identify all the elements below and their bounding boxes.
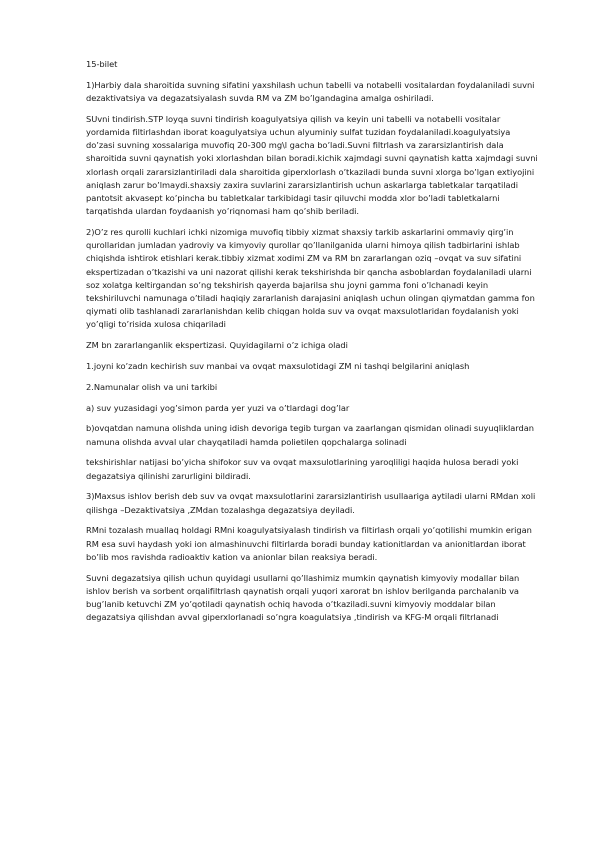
paragraph-10: 3)Maxsus ishlov berish deb suv va ovqat maxsulotlarini zararsizlantirish usullaariga aytiladi ularni RMdan xoli qilishga –Dezaktivatsiya ,ZMdan tozalashga degazatsiya deyiladi.: [86, 491, 536, 515]
document-page: [86, 58, 538, 632]
paragraph-7: a) suv yuzasidagi yog’simon parda yer yuzi va o’tlardagi dog’lar: [86, 402, 350, 413]
paragraph-12: Suvni degazatsiya qilish uchun quyidagi usullarni qo’llashimiz mumkin qaynatish kimyoviy modallar bilan ishlov berish va sorbent orqalifiltrlash qaynatish orqali yuqori xarorat bn ishlov berilganda parchalanib va bug’lanib ketuvchi ZM yo’qotiladi qaynatish ochiq havoda o’tkaziladi.suvni kimyoviy moddalar bilan degazatsiya qilishdan avval giperxlorlanadi so’ngra koagulatsiya ,tindirish va KFG-M orqali filtrlanadi: [86, 572, 520, 623]
paragraph-4: ZM bn zararlanganlik ekspertizasi. Quyidagilarni o’z ichiga oladi: [86, 340, 348, 351]
paragraph-9: tekshirishlar natijasi bo’yicha shifokor suv va ovqat maxsulotlarining yaroqliligi haqida hulosa beradi yoki degazatsiya qilinishi zarurligini bildiradi.: [86, 457, 519, 481]
paragraph-6: 2.Namunalar olish va uni tarkibi: [86, 381, 218, 392]
document-title: 15-bilet: [86, 59, 118, 69]
paragraph-1: 1)Harbiy dala sharoitida suvning sifatini yaxshilash uchun tabelli va notabelli vositalardan foydalaniladi suvni dezaktivatsiya va degazatsiyalash suvda RM va ZM bo’lgandagina amalga oshiriladi.: [86, 79, 535, 103]
paragraph-3: 2)O’z res qurolli kuchlari ichki nizomiga muvofiq tibbiy xizmat shaxsiy tarkib askarlarini ommaviy qirg’in qurollaridan jumladan yadroviy va kimyoviy qurollar qo’llanilganida ularni himoya qilish tadbirlarini ishlab chiqishda ishtirok etishlari kerak.tibbiy xizmat xodimi ZM va RM bn zararlangan oziq –ovqat va suv sifatini ekspertizadan o’tkazishi va uni nazorat qilishi kerak tekshirishda bir qancha asboblardan foydalaniladi ularni soz xolatga keltirgandan so’ng tekshirish qayerda bajarilsa shu joyni gamma foni o’lchanadi keyin tekshiriluvchi namunaga o’tiladi haqiqiy zararlanish darajasini aniqlash uchun olingan qiymatdan gamma fon qiymati olib tashlanadi zararlanishdan kelib chiqgan holda suv va ovqat maxsulotlaridan foydalanish yoki yo’qligi to’risida xulosa chiqariladi: [86, 227, 535, 330]
paragraph-2: SUvni tindirish.STP loyqa suvni tindirish koagulyatsiya qilish va keyin uni tabelli va notabelli vositalar yordamida filtirlashdan iborat koagulyatsiya uchun alyuminiy sulfat tuzidan foydalaniladi.koagulyatsiya do’zasi suvning xossalariga muvofiq 20-300 mg\l gacha bo’ladi.Suvni filtrlash va zararsizlantirish dala sharoitida suvni qaynatish yoki xlorlashdan bilan boradi.kichik xajmdagi suvni qaynatish katta xajmdagi suvni xlorlash orqali zararsizlantiriladi dala sharoitida giperxlorlash o’tkaziladi bunda suvni xlorga bo’lgan extiyojini aniqlash zarur bo’lmaydi.shaxsiy zaxira suvlarini zararsizlantirish uchun askarlarga tabletkalar tarqatiladi pantotsit akvasept ko’pincha bu tabletkalar tarkibidagi tasir qiluvchi modda xlor bo’ladi tabletkalarni tarqatishda ulardan foydaanish yo’riqnomasi ham qo’shib beriladi.: [86, 113, 538, 217]
paragraph-5: 1.joyni ko’zadn kechirish suv manbai va ovqat maxsulotidagi ZM ni tashqi belgilarini aniqlash: [86, 361, 470, 372]
paragraph-11: RMni tozalash muallaq holdagi RMni koagulyatsiyalash tindirish va filtirlash orqali yo’qotilishi mumkin erigan RM esa suvi haydash yoki ion almashinuvchi filtirlarda boradi bunday kationitlardan va anionitlardan iborat bo’lib mos ravishda radioaktiv kation va anionlar bilan reaksiya beradi.: [86, 525, 532, 562]
paragraph-8: b)ovqatdan namuna olishda uning idish devoriga tegib turgan va zaarlangan qismidan olinadi suyuqliklardan namuna olishda avval ular chayqatiladi hamda polietilen qopchalarga solinadi: [86, 423, 534, 447]
